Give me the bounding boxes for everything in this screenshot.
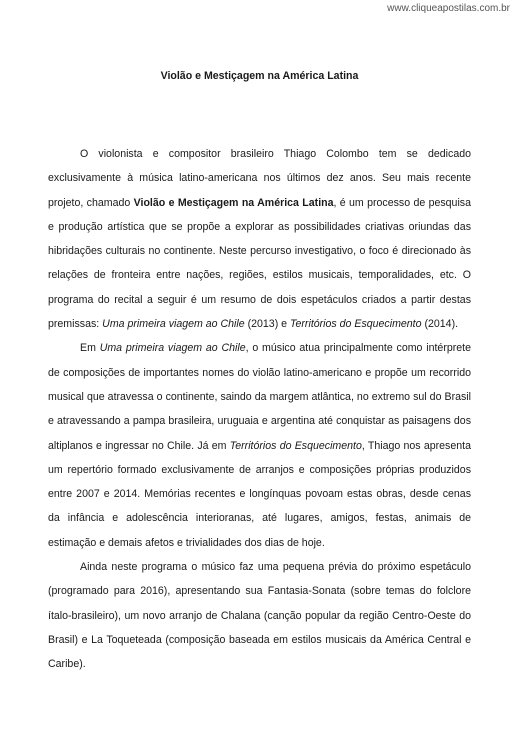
p1-text-3: (2013) e [244,318,291,331]
p2-text-2: , o músico atua principalmente como intérprete de composições de importantes nomes do violão latino-americano e propõe um recorrido musical que atravessa o continente, saindo da margem atlântica, no extremo sul do Brasil e atravessando a pampa brasileira, uruguaia e argentina até conquistar as paisagens dos altiplanos e ingressar no Chile. Já em [48,342,471,452]
paragraph-3 [48,555,471,676]
p2-work-title-2: Territórios do Esquecimento [229,439,362,452]
document-title: Violão e Mestiçagem na América Latina [160,70,359,82]
p1-work-title-1: Uma primeira viagem ao Chile [102,318,245,331]
p1-text-2: , é um processo de pesquisa e produção artística que se propõe a explorar as possibilidades criativas oriundas das hibridações culturais no continente. Neste percurso investigativo, o foco é direcionado às relações de fronteira entre nações, regiões, estilos musicais, temporalidades, etc. O programa do recital a seguir é um resumo de dois espetáculos criados a partir destas premissas: [48,196,471,331]
p1-project-name: Violão e Mestiçagem na América Latina [133,196,334,209]
p2-work-title-1: Uma primeira viagem ao Chile [99,342,246,355]
source-watermark: www.cliqueapostilas.com.br [387,3,510,14]
paragraph-1 [48,142,471,336]
paragraph-2 [48,336,471,555]
p1-text-1: O violonista e compositor brasileiro Thiago Colombo tem se dedicado exclusivamente à música latino-americana nos últimos dez anos. Seu mais recente projeto, chamado [48,148,471,209]
p2-text-1: Em [80,342,100,355]
document-body [48,142,471,677]
p2-text-3: , Thiago nos apresenta um repertório formado exclusivamente de arranjos e composições próprias produzidos entre 2007 e 2014. Memórias recentes e longínquas povoam estas obras, desde cenas da infância e adolescência interioranas, até lugares, amigos, festas, animais de estimação e demais afetos e trivialidades dos dias de hoje. [48,439,471,549]
p1-work-title-2: Territórios do Esquecimento [290,318,422,331]
p1-text-4: (2014). [421,318,459,331]
p3-text-1: Ainda neste programa o músico faz uma pequena prévia do próximo espetáculo (programado para 2016), apresentando sua Fantasia-Sonata (sobre temas do folclore ítalo-brasileiro), um novo arranjo de Chalana (canção popular da região Centro-Oeste do Brasil) e La Toqueteada (composição baseada em estilos musicais da América Central e Caribe). [48,561,471,671]
